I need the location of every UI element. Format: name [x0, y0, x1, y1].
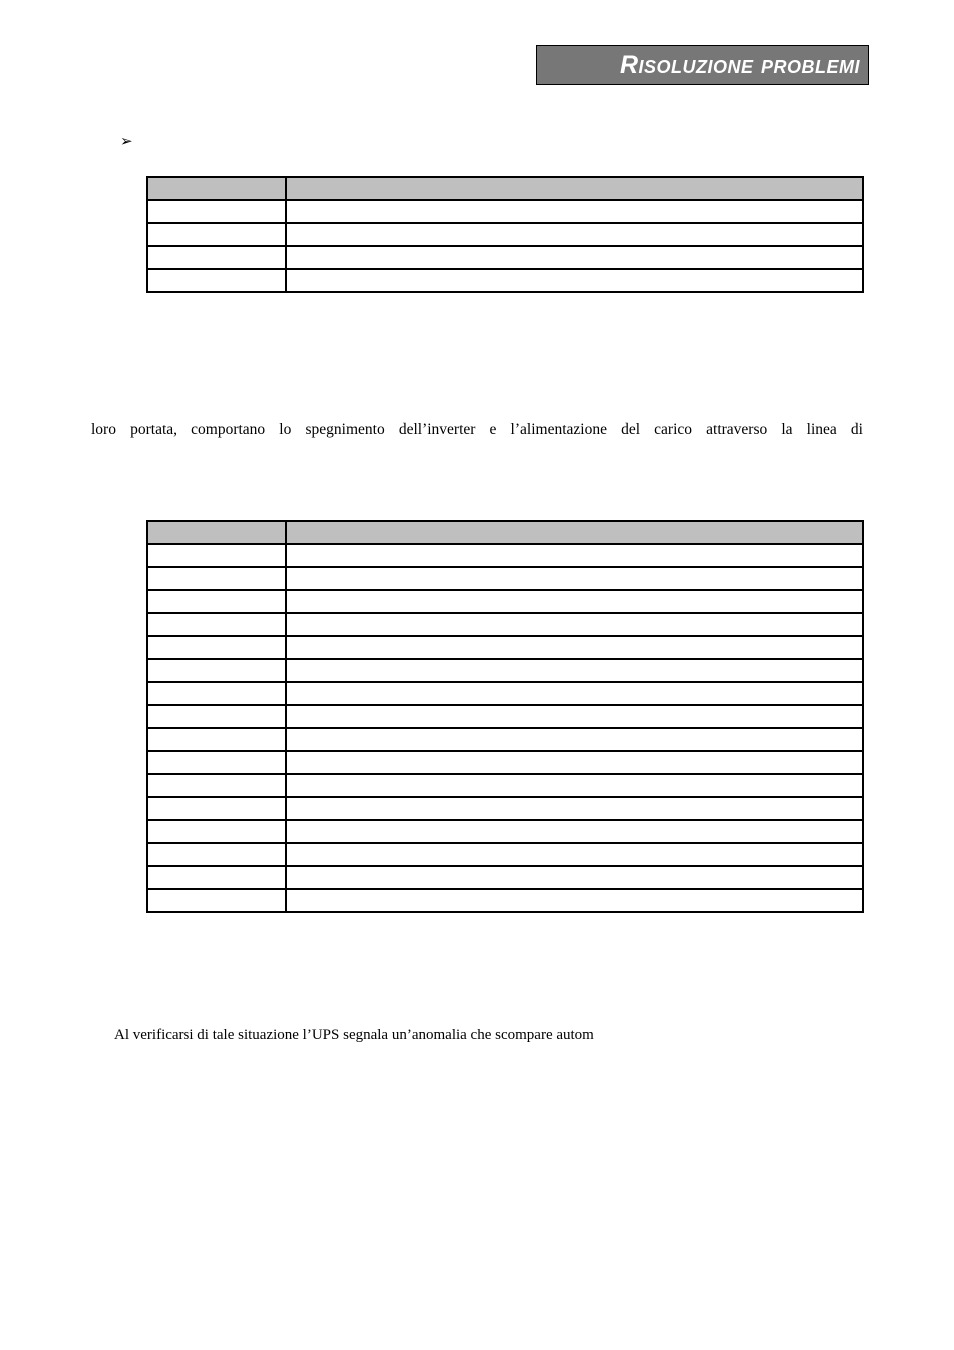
table-header-cell — [147, 521, 286, 544]
table-header-row — [147, 177, 863, 200]
table-cell — [147, 246, 286, 269]
table-row — [147, 797, 863, 820]
table-row — [147, 705, 863, 728]
table-cell — [147, 843, 286, 866]
table-header-row — [147, 521, 863, 544]
section-header-tab — [536, 45, 869, 85]
table-cell — [286, 797, 863, 820]
table-cell — [147, 269, 286, 292]
section-title: Risoluzione problemi — [619, 50, 860, 79]
table-cell — [286, 200, 863, 223]
table-cell — [286, 843, 863, 866]
table-cell — [286, 613, 863, 636]
table-row — [147, 682, 863, 705]
table-cell — [147, 889, 286, 912]
table-header-cell — [286, 521, 863, 544]
table-cell — [147, 774, 286, 797]
table-cell — [147, 682, 286, 705]
table-cell — [286, 820, 863, 843]
table-row — [147, 269, 863, 292]
table-row — [147, 889, 863, 912]
table-cell — [147, 728, 286, 751]
table-cell — [286, 751, 863, 774]
table-row — [147, 223, 863, 246]
table-cell — [147, 636, 286, 659]
table-cell — [147, 797, 286, 820]
table-row — [147, 200, 863, 223]
table-cell — [286, 246, 863, 269]
table-cell — [286, 269, 863, 292]
table-row — [147, 613, 863, 636]
table-header-cell — [147, 177, 286, 200]
table-header-cell — [286, 177, 863, 200]
table-row — [147, 728, 863, 751]
table-row — [147, 866, 863, 889]
table-row — [147, 590, 863, 613]
table-row — [147, 544, 863, 567]
table-cell — [286, 567, 863, 590]
table-row — [147, 567, 863, 590]
table-cell — [147, 705, 286, 728]
table-cell — [147, 200, 286, 223]
note-text: Al verificarsi di tale situazione l’UPS segnala un’anomalia che scompare autom — [114, 1027, 594, 1043]
table-cell — [286, 590, 863, 613]
paragraph-text: loro portata, comportano lo spegnimento dell’inverter e l’alimentazione del carico attraverso la linea di — [91, 421, 863, 438]
table-row — [147, 751, 863, 774]
table-cell — [286, 866, 863, 889]
table-cell — [147, 659, 286, 682]
table-cell — [286, 636, 863, 659]
table-cell — [286, 728, 863, 751]
table-cell — [147, 866, 286, 889]
table-row — [147, 774, 863, 797]
arrow-bullet-icon: ➢ — [120, 132, 133, 150]
table-cell — [147, 820, 286, 843]
table-cell — [286, 659, 863, 682]
table-cell — [286, 774, 863, 797]
table-cell — [286, 223, 863, 246]
table-row — [147, 820, 863, 843]
table-row — [147, 659, 863, 682]
table-cell — [147, 567, 286, 590]
table-cell — [286, 705, 863, 728]
table-1 — [146, 176, 864, 293]
table-cell — [147, 590, 286, 613]
table-row — [147, 843, 863, 866]
table-cell — [147, 544, 286, 567]
table-cell — [286, 544, 863, 567]
table-cell — [147, 751, 286, 774]
table-row — [147, 636, 863, 659]
table-row — [147, 246, 863, 269]
table-cell — [147, 613, 286, 636]
table-cell — [147, 223, 286, 246]
table-cell — [286, 889, 863, 912]
table-2 — [146, 520, 864, 913]
table-cell — [286, 682, 863, 705]
